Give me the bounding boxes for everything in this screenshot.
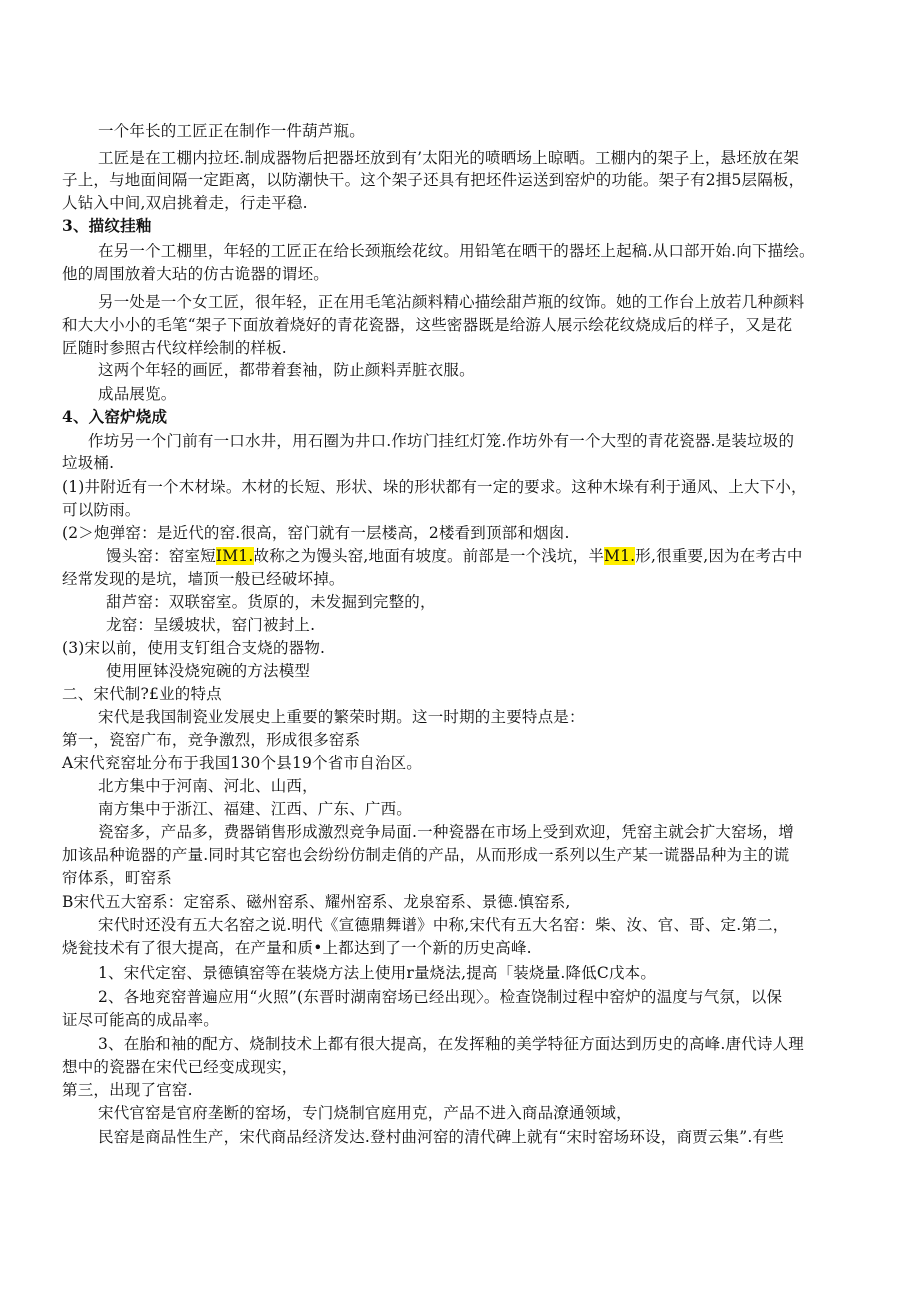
text-line: 甜芦窑：双联窑室。货原的，未发掘到完整的， xyxy=(106,593,436,611)
text-line: 作坊另一个门前有一口水井，用石圈为井口.作坊门挂红灯笼.作坊外有一个大型的青花瓷器.是装垃圾的 xyxy=(88,432,795,450)
text-line: 烧瓮技术有了很大提高，在产量和质•上都达到了一个新的历史高峰. xyxy=(62,939,532,957)
text-line: 南方集中于浙江、福建、江西、广东、广西。 xyxy=(98,800,413,818)
text-line: 匠随时参照古代纹样绘制的样板. xyxy=(62,339,287,357)
text-segment: 馒头窑：窑室短 xyxy=(106,547,216,565)
highlighted-text: IM1. xyxy=(215,547,254,565)
text-line: 证尽可能高的成品率。 xyxy=(62,1011,220,1029)
text-segment: 故称之为馒头窑,地面有坡度。前部是一个浅坑，半 xyxy=(253,547,605,565)
text-line: (2＞炮弹窑：是近代的窑.很高，窑门就有一层楼高，2楼看到顶部和烟囱. xyxy=(62,524,570,542)
text-line: 第三，出现了官窑. xyxy=(62,1081,193,1099)
text-line: 这两个年轻的画匠，都带着套袖，防止颜料弄脏衣服。 xyxy=(98,361,475,379)
text-line: 他的周围放着大玷的仿古诡器的谓坯。 xyxy=(62,265,329,283)
section-heading: 二、宋代制?£业的特点 xyxy=(62,685,222,703)
text-line: 民窑是商品性生产，宋代商品经济发达.登村曲河窑的清代碑上就有“宋时窑场环设，商贾云集”.有些 xyxy=(98,1128,784,1146)
text-segment: 形,很重要,因为在考古中 xyxy=(635,547,803,565)
text-line: 子上，与地面间隔一定距离，以防潮快干。这个架子还具有把坯件运送到窑炉的功能。架子有2揖5层隔板， xyxy=(62,171,805,189)
text-line: 另一处是一个女工匠，很年轻，正在用毛笔沾颜料精心描绘甜芦瓶的纹饰。她的工作台上放若几种颜料 xyxy=(98,293,805,311)
text-line: 宋代时还没有五大名窑之说.明代《宣德鼎舞谱》中称,宋代有五大名窑：柴、汝、官、哥、定.第二， xyxy=(98,916,789,934)
text-line: 3、在胎和袖的配方、烧制技术上都有很大提高，在发挥釉的美学特征方面达到历史的高峰.唐代诗人理 xyxy=(98,1035,804,1053)
text-line: 宋代是我国制瓷业发展史上重要的繁荣时期。这一时期的主要特点是： xyxy=(98,708,585,726)
text-line: 2、各地兖窑普遍应用“火照”(东晋时湖南窑场已经出现〉。检查饶制过程中窑炉的温度与气氛，以保 xyxy=(98,988,783,1006)
text-line: (3)宋以前，使用支钉组合支烧的器物. xyxy=(62,639,326,657)
text-line: 垃圾桶. xyxy=(62,454,115,472)
text-line: 成品展览。 xyxy=(98,385,177,403)
text-line: 北方集中于河南、河北、山西， xyxy=(98,777,318,795)
section-heading: 4、入窑炉烧成 xyxy=(62,407,168,426)
text-line: 宋代官窑是官府垄断的窑场，专门烧制官庭用克，产品不进入商品潦通领域， xyxy=(98,1104,632,1122)
text-line: 一个年长的工匠正在制作一件葫芦瓶。 xyxy=(98,122,365,140)
text-line: (1)井附近有一个木材垛。木材的长短、形状、垛的形状都有一定的要求。这种木垛有利于通风、上大下小， xyxy=(62,478,807,496)
text-line: 可以防雨。 xyxy=(62,501,141,519)
text-line: 使用匣钵没烧宛碗的方法模型 xyxy=(106,662,311,680)
text-line: 1、宋代定窑、景德镇窑等在装烧方法上使用r量烧法,提高「装烧量.降低C戊本。 xyxy=(98,964,657,982)
text-line: 经常发现的是坑，墙顶一般已经破坏掉。 xyxy=(62,570,345,588)
text-line: 和大大小小的毛笔“架子下面放着烧好的青花瓷器，这些密器既是给游人展示绘花纹烧成后的样子，又是花 xyxy=(62,316,793,334)
section-heading: 3、描纹挂釉 xyxy=(62,216,152,235)
text-line: 第一，瓷窑广布，竞争激烈，形成很多窑系 xyxy=(62,731,361,749)
text-line: A宋代兖窑址分布于我国130个县19个省市自治区。 xyxy=(62,754,423,772)
text-line: 工匠是在工棚内拉坯.制成器物后把器坯放到有’太阳光的喷晒场上晾晒。工棚内的架子上，悬坯放在架 xyxy=(98,149,800,167)
text-line: 想中的瓷器在宋代已经变成现实， xyxy=(62,1058,298,1076)
text-line: 人钻入中间,双启挑着走，行走平稳. xyxy=(62,194,308,212)
text-line: 帘体系，町窑系 xyxy=(62,869,172,887)
text-line: 加该品种诡器的产量.同时其它窑也会纷纷仿制走俏的产品，从而形成一系列以生产某一谎器品种为主的谎 xyxy=(62,846,790,864)
text-line: B宋代五大窑系：定窑系、磁州窑系、耀州窑系、龙泉窑系、景德.慎窑系, xyxy=(62,893,571,911)
text-line: 瓷窑多，产品多，费器销售形成激烈竞争局面.一种瓷器在市场上受到欢迎，凭窑主就会扩大窑场，增 xyxy=(98,823,794,841)
text-line: 在另一个工棚里，年轻的工匠正在给长颈瓶绘花纹。用铅笔在晒干的器坯上起稿.从口部开始.向下描绘。 xyxy=(98,242,815,260)
text-line: 龙窑：呈缓坡状，窑门被封上. xyxy=(106,616,316,634)
highlighted-text: M1. xyxy=(604,547,636,565)
text-line xyxy=(106,545,906,567)
